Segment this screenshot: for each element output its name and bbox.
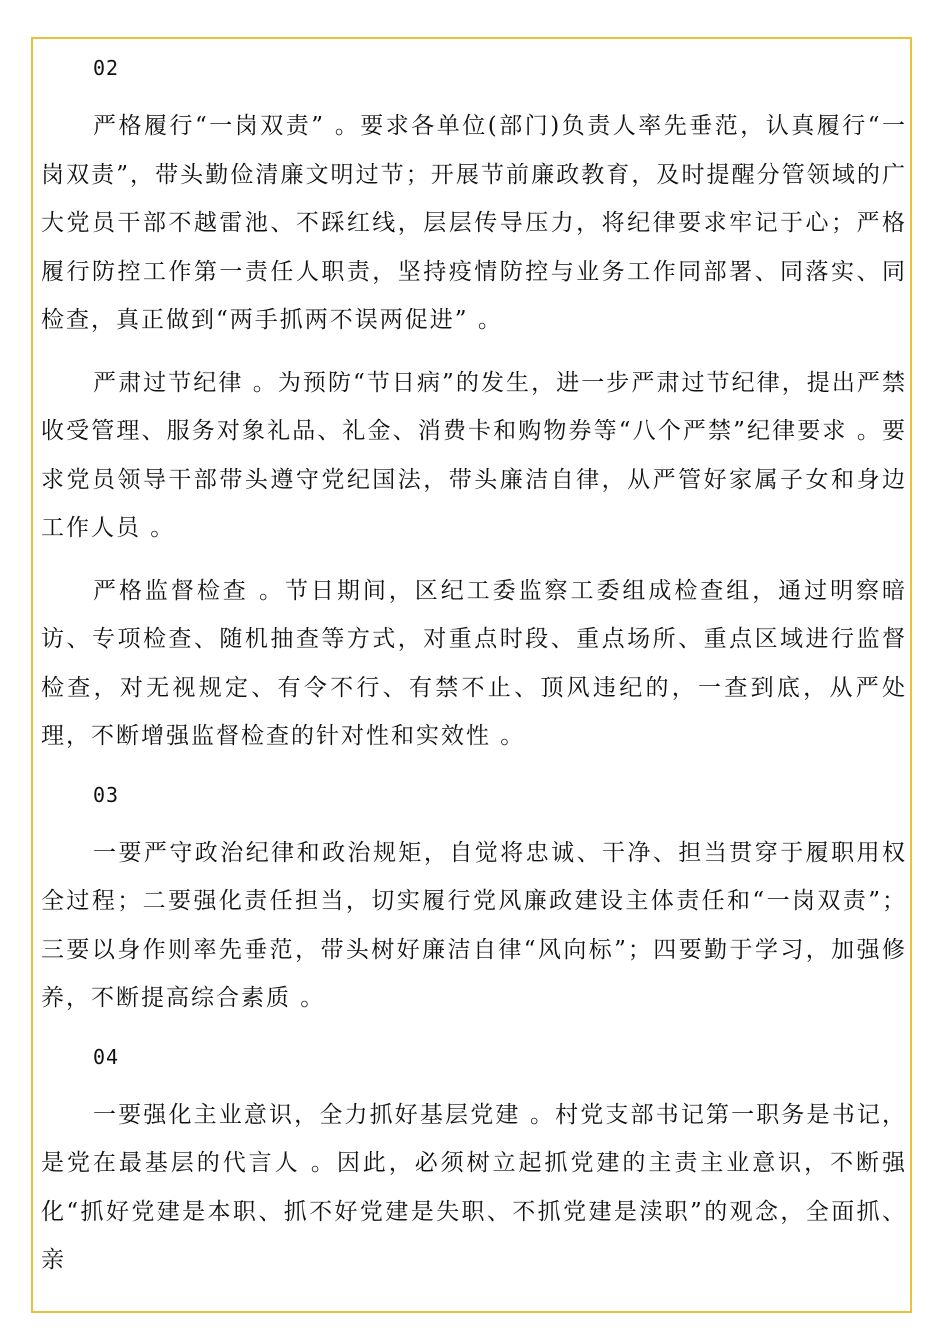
section-02 (41, 48, 907, 761)
section-03 (41, 775, 907, 1023)
paragraph: 一要强化主业意识，全力抓好基层党建 。村党支部书记第一职务是书记，是党在最基层的代言人 。因此，必须树立起抓党建的主责主业意识，不断强化“抓好党建是本职、抓不好党建是失职、不抓党建是渎职”的观念，全面抓、亲 (41, 1101, 907, 1273)
section-number: 03 (93, 782, 120, 807)
paragraph: 一要严守政治纪律和政治规矩，自觉将忠诚、干净、担当贯穿于履职用权全过程；二要强化责任担当，切实履行党风廉政建设主体责任和“一岗双责”；三要以身作则率先垂范，带头树好廉洁自律“风向标”；四要勤于学习，加强修养，不断提高综合素质 。 (41, 839, 907, 1011)
section-04 (41, 1037, 907, 1285)
paragraph: 严格监督检查 。节日期间，区纪工委监察工委组成检查组，通过明察暗访、专项检查、随机抽查等方式，对重点时段、重点场所、重点区域进行监督检查，对无视规定、有令不行、有禁不止、顶风违纪的，一查到底，从严处理，不断增强监督检查的针对性和实效性 。 (41, 577, 907, 749)
paragraph: 严肃过节纪律 。为预防“节日病”的发生，进一步严肃过节纪律，提出严禁收受管理、服务对象礼品、礼金、消费卡和购物券等“八个严禁”纪律要求 。要求党员领导干部带头遵守党纪国法，带头廉洁自律，从严管好家属子女和身边工作人员 。 (41, 369, 907, 541)
document-body (41, 48, 907, 1299)
section-number: 04 (93, 1044, 120, 1069)
paragraph: 严格履行“一岗双责” 。要求各单位(部门)负责人率先垂范，认真履行“一岗双责”，带头勤俭清廉文明过节；开展节前廉政教育，及时提醒分管领域的广大党员干部不越雷池、不踩红线，层层传导压力，将纪律要求牢记于心；严格履行防控工作第一责任人职责，坚持疫情防控与业务工作同部署、同落实、同检查，真正做到“两手抓两不误两促进” 。 (41, 113, 907, 333)
section-number: 02 (93, 56, 120, 80)
